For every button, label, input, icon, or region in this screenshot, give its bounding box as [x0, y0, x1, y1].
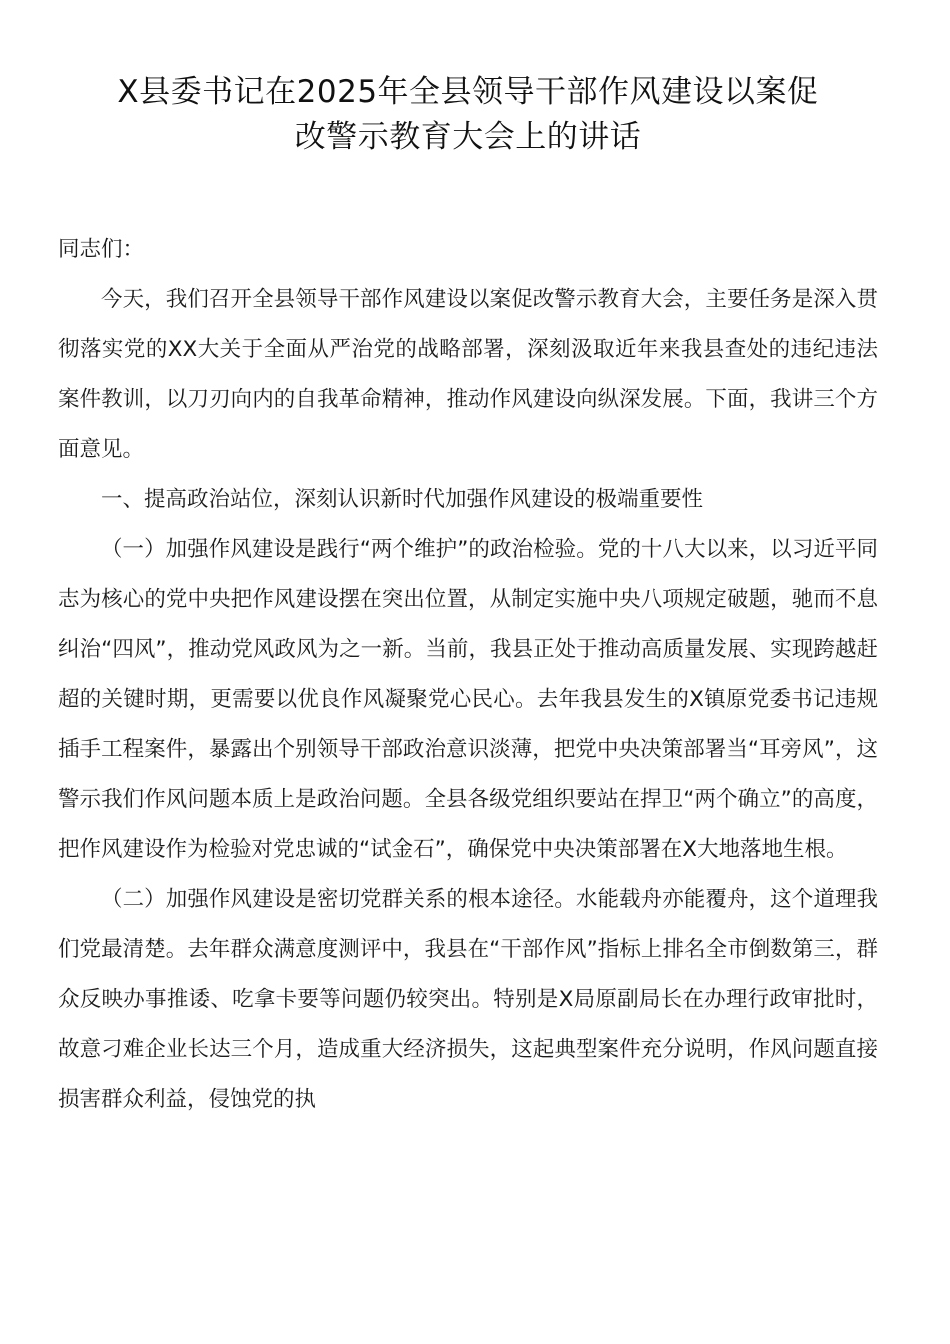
document-title — [58, 70, 878, 160]
salutation: 同志们： — [58, 237, 145, 262]
document-body — [58, 225, 878, 1125]
section-heading-1: 一、提高政治站位，深刻认识新时代加强作风建设的极端重要性 — [101, 487, 704, 512]
paragraph-1-1: （一）加强作风建设是践行“两个维护”的政治检验。党的十八大以来，以习近平同志为核心的党中央把作风建设摆在突出位置，从制定实施中央八项规定破题，驰而不息纠治“四风”，推动党风政风为之一新。当前，我县正处于推动高质量发展、实现跨越赶超的关键时期，更需要以优良作风凝聚党心民心。去年我县发生的X镇原党委书记违规插手工程案件，暴露出个别领导干部政治意识淡薄，把党中央决策部署当“耳旁风”，这警示我们作风问题本质上是政治问题。全县各级党组织要站在捍卫“两个确立”的高度，把作风建设作为检验对党忠诚的“试金石”，确保党中央决策部署在X大地落地生根。 — [58, 537, 878, 862]
document-page — [58, 0, 878, 1112]
paragraph-1-2: （二）加强作风建设是密切党群关系的根本途径。水能载舟亦能覆舟，这个道理我们党最清楚。去年群众满意度测评中，我县在“干部作风”指标上排名全市倒数第三，群众反映办事推诿、吃拿卡要等问题仍较突出。特别是X局原副局长在办理行政审批时，故意刁难企业长达三个月，造成重大经济损失，这起典型案件充分说明，作风问题直接损害群众利益，侵蚀党的执 — [58, 887, 878, 1112]
title-line-2: 改警示教育大会上的讲话 — [294, 119, 642, 155]
title-line-1: X县委书记在2025年全县领导干部作风建设以案促 — [117, 74, 819, 110]
paragraph-intro: 今天，我们召开全县领导干部作风建设以案促改警示教育大会，主要任务是深入贯彻落实党的XX大关于全面从严治党的战略部署，深刻汲取近年来我县查处的违纪违法案件教训，以刀刃向内的自我革命精神，推动作风建设向纵深发展。下面，我讲三个方面意见。 — [58, 287, 878, 462]
